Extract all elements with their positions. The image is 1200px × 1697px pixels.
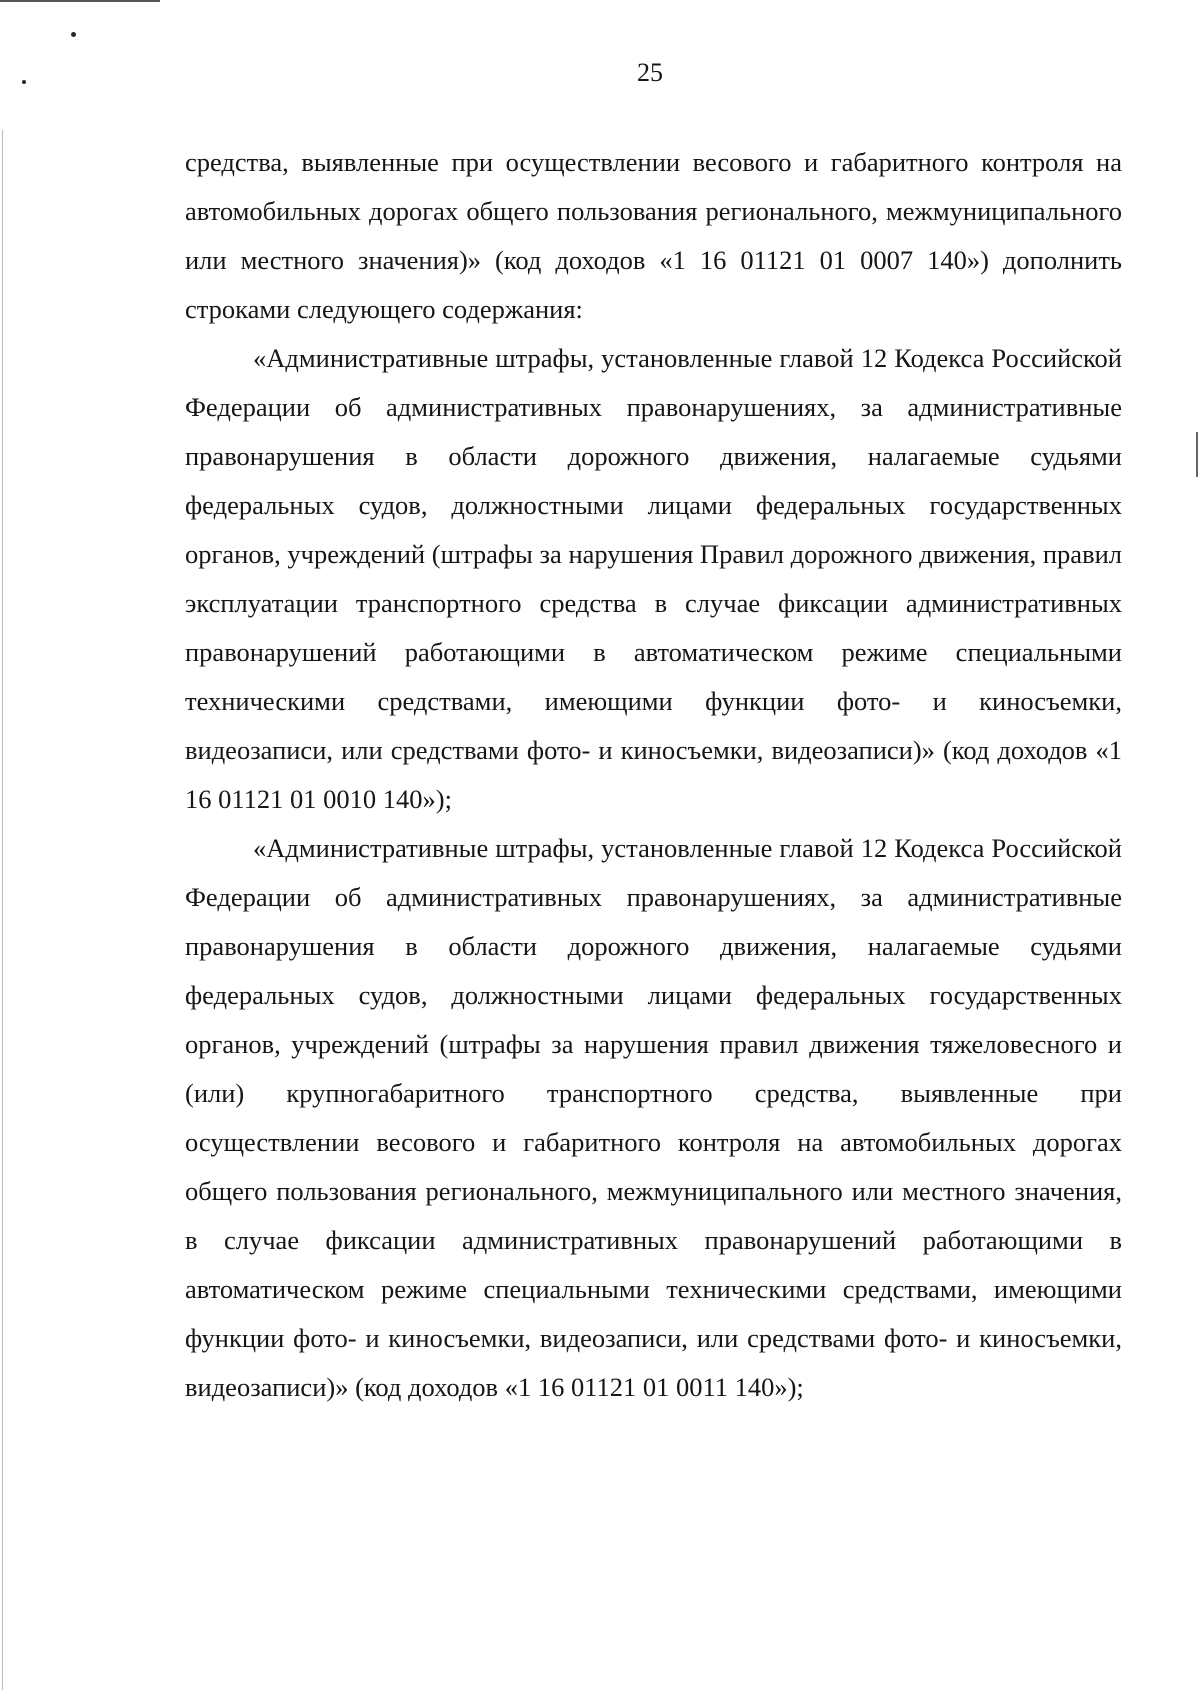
page-number: 25: [637, 58, 663, 87]
paragraph-fine-0010: «Административные штрафы, установленные главой 12 Кодекса Российской Федерации об административных правонарушениях, за административные правонарушения в области дорожного движения, налагаемые судьями федеральных судов, должностными лицами федеральных государственных органов, учреждений (штрафы за нарушения Правил дорожного движения, правил эксплуатации транспортного средства в случае фиксации административных правонарушений работающими в автоматическом режиме специальными техническими средствами, имеющими функции фото- и киносъемки, видеозаписи, или средствами фото- и киносъемки, видеозаписи)» (код доходов «1 16 01121 01 0010 140»);: [185, 343, 1122, 814]
scan-speck: [71, 32, 76, 37]
paragraph-fine-0011: «Административные штрафы, установленные главой 12 Кодекса Российской Федерации об административных правонарушениях, за административные правонарушения в области дорожного движения, налагаемые судьями федеральных судов, должностными лицами федеральных государственных органов, учреждений (штрафы за нарушения правил движения тяжеловесного и (или) крупногабаритного транспортного средства, выявленные при осуществлении весового и габаритного контроля на автомобильных дорогах общего пользования регионального, межмуниципального или местного значения, в случае фиксации административных правонарушений работающими в автоматическом режиме специальными техническими средствами, имеющими функции фото- и киносъемки, видеозаписи, или средствами фото- и киносъемки, видеозаписи)» (код доходов «1 16 01121 01 0011 140»);: [185, 833, 1122, 1402]
scan-edge-line-top: [0, 0, 160, 2]
document-body: [185, 138, 1122, 1412]
scan-edge-line-right: [1196, 432, 1198, 477]
paragraph-continuation: средства, выявленные при осуществлении весового и габаритного контроля на автомобильных дорогах общего пользования регионального, межмуниципального или местного значения)» (код доходов «1 16 01121 01 0007 140») дополнить строками следующего содержания:: [185, 147, 1122, 324]
scan-edge-line-left: [2, 130, 3, 1690]
